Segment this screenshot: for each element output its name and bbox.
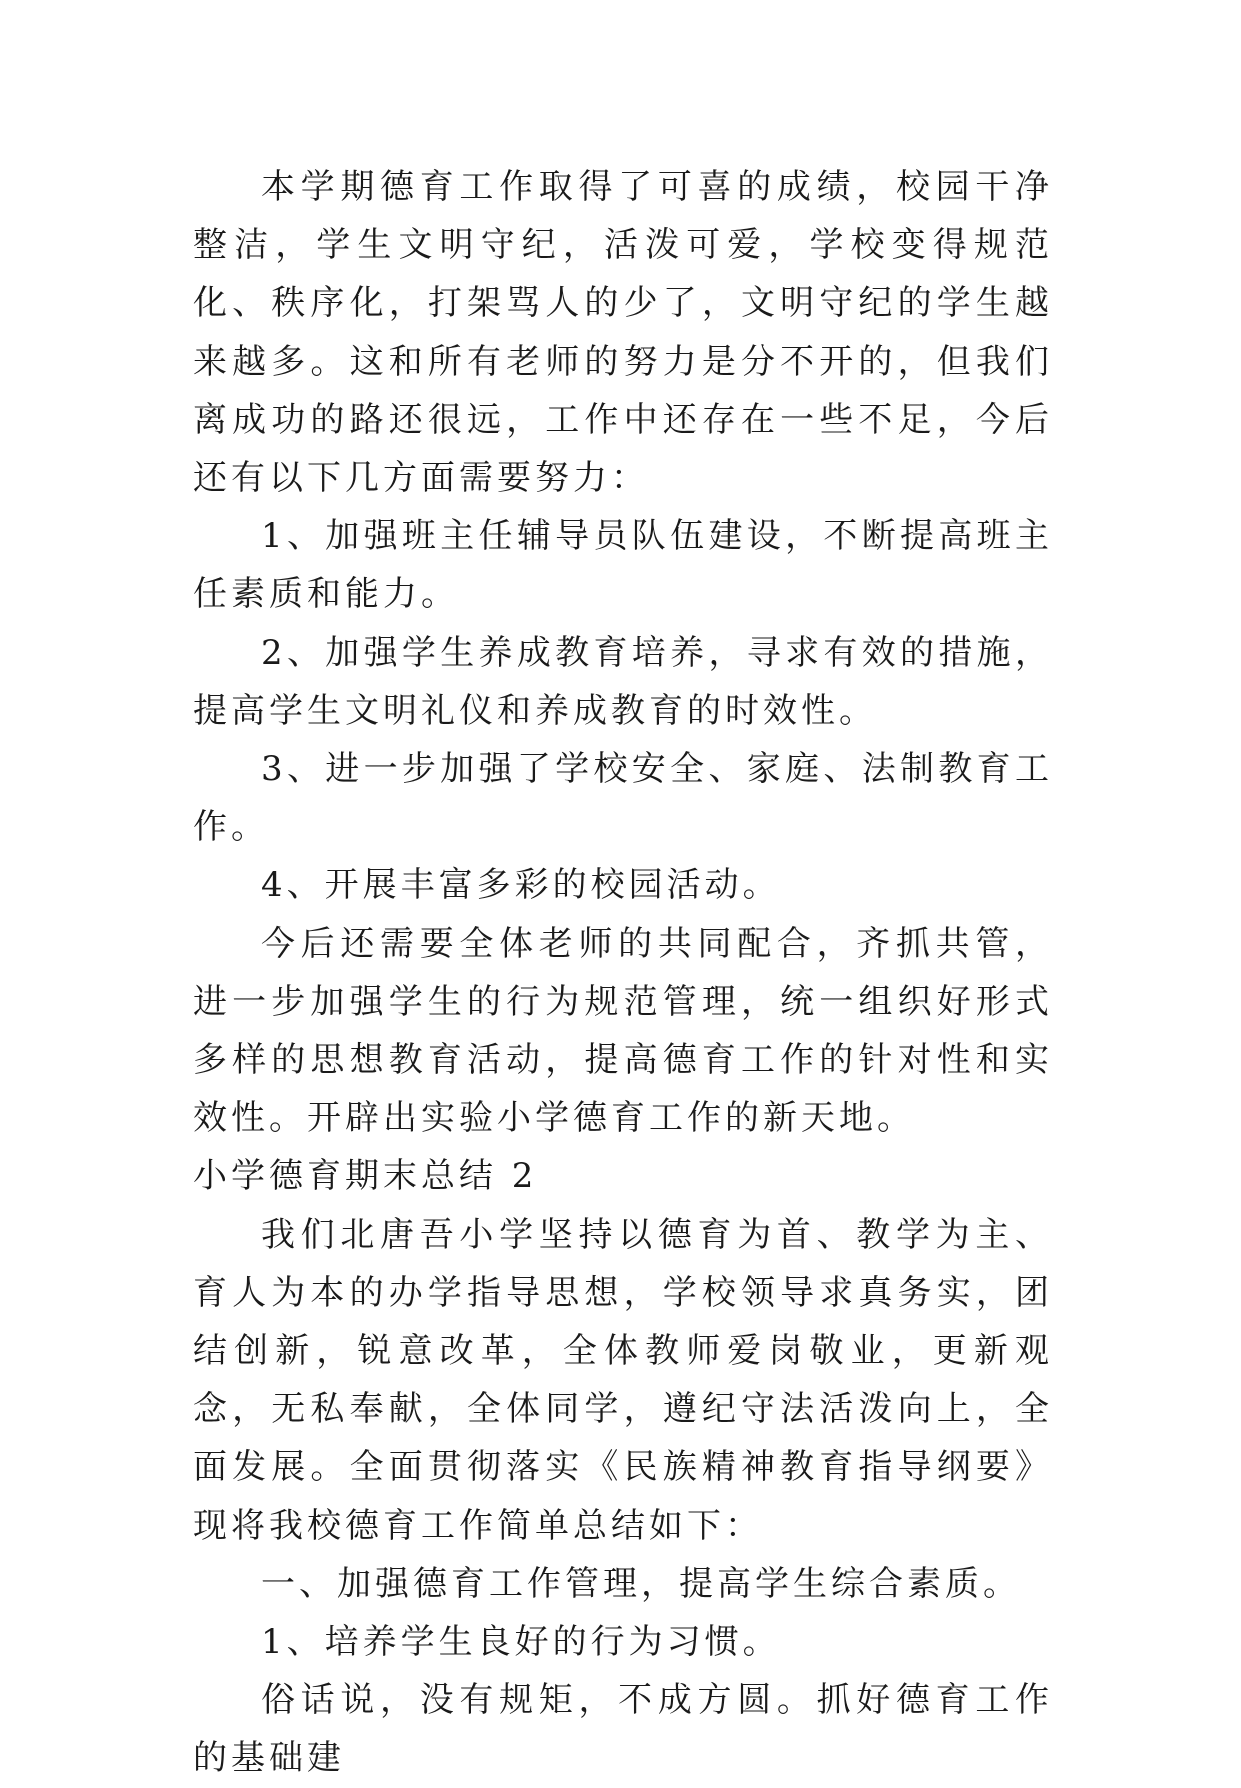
paragraph-item-2: 2、加强学生养成教育培养，寻求有效的措施，提高学生文明礼仪和养成教育的时效性。 [193,632,1053,731]
section-paragraph-subheading-1: 1、培养学生良好的行为习惯。 [261,1622,781,1663]
section-title: 小学德育期末总结 2 [193,1156,538,1197]
paragraph-item-3: 3、进一步加强了学校安全、家庭、法制教育工作。 [193,749,1053,848]
paragraph-conclusion: 今后还需要全体老师的共同配合，齐抓共管，进一步加强学生的行为规范管理，统一组织好形式多样的思想教育活动，提高德育工作的针对性和实效性。开辟出实验小学德育工作的新天地。 [193,923,1053,1139]
section-paragraph-body: 俗话说，没有规矩，不成方圆。抓好德育工作的基础建 [193,1680,1053,1779]
section-paragraph-heading-1: 一、加强德育工作管理，提高学生综合素质。 [261,1563,1021,1604]
paragraph-achievements: 本学期德育工作取得了可喜的成绩，校园干净整洁，学生文明守纪，活泼可爱，学校变得规范化、秩序化，打架骂人的少了，文明守纪的学生越来越多。这和所有老师的努力是分不开的，但我们离成功的路还很远，工作中还存在一些不足，今后还有以下几方面需要努力： [193,167,1053,499]
paragraph-item-4: 4、开展丰富多彩的校园活动。 [261,865,781,906]
section-paragraph-intro: 我们北唐吾小学坚持以德育为首、教学为主、育人为本的办学指导思想，学校领导求真务实，团结创新，锐意改革，全体教师爱岗敬业，更新观念，无私奉献，全体同学，遵纪守法活泼向上，全面发展。全面贯彻落实《民族精神教育指导纲要》现将我校德育工作简单总结如下： [193,1214,1053,1546]
paragraph-item-1: 1、加强班主任辅导员队伍建设，不断提高班主任素质和能力。 [193,516,1053,615]
document-body [193,158,1053,1788]
